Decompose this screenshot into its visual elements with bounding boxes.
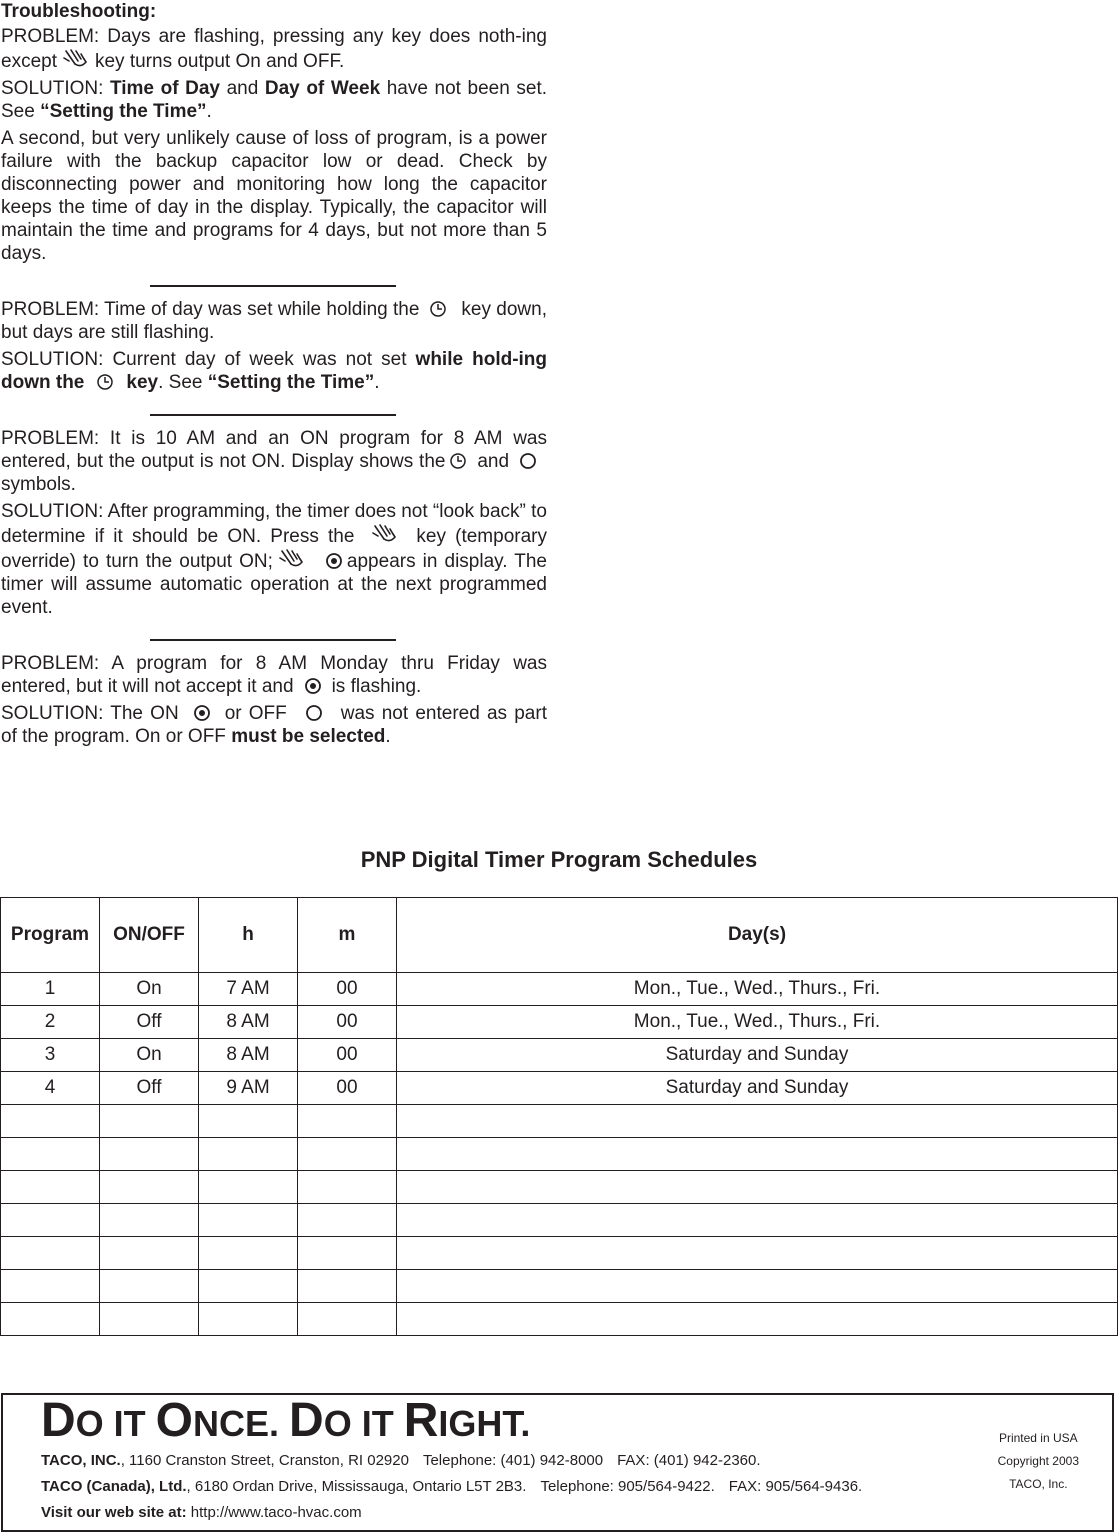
period: . bbox=[385, 726, 391, 747]
schedule-table bbox=[0, 897, 1118, 1336]
off-circle-icon bbox=[519, 452, 537, 470]
solution-1-text: have not been set. See bbox=[1, 78, 548, 122]
solution-1-and: and bbox=[226, 78, 259, 99]
solution-4-bold: must be selected bbox=[231, 726, 386, 747]
loss-of-program-note: A second, but very unlikely cause of loss of program, is a power failure with the backup capacitor low or dead. Check by disconnecting power and monitoring how long the capacitor keeps the time of day in the display. Typically, the capacitor will maintain the time and programs for 4 days, but not more than 5 days. bbox=[1, 128, 547, 264]
table-cell bbox=[397, 1270, 1118, 1303]
taco-us-name: TACO, INC. bbox=[41, 1452, 121, 1469]
problem-1-text: PROBLEM: Days are flashing, pressing any key does noth-ing except bbox=[1, 26, 547, 72]
table-cell: Mon., Tue., Wed., Thurs., Fri. bbox=[397, 973, 1118, 1006]
problem-2-text: PROBLEM: Time of day was set while holding the bbox=[1, 299, 420, 320]
table-cell bbox=[298, 1138, 397, 1171]
website-url[interactable]: http://www.taco-hvac.com bbox=[186, 1504, 362, 1521]
table-cell bbox=[100, 1237, 199, 1270]
table-row bbox=[1, 1039, 1118, 1072]
period: . bbox=[206, 101, 212, 122]
table-row bbox=[1, 973, 1118, 1006]
solution-2-bold: while hold-ing down the bbox=[1, 349, 548, 393]
table-cell bbox=[298, 1171, 397, 1204]
table-cell bbox=[397, 1204, 1118, 1237]
table-cell bbox=[397, 1171, 1118, 1204]
solution-4-text: SOLUTION: The ON bbox=[1, 703, 179, 724]
table-row bbox=[1, 1237, 1118, 1270]
table-cell: Off bbox=[100, 1006, 199, 1039]
table-cell: 3 bbox=[1, 1039, 100, 1072]
clock-icon bbox=[429, 300, 447, 318]
hand-icon bbox=[61, 48, 91, 70]
table-cell: 00 bbox=[298, 1039, 397, 1072]
schedule-title: PNP Digital Timer Program Schedules bbox=[360, 847, 758, 872]
table-cell bbox=[199, 1303, 298, 1336]
slogan-part: O bbox=[155, 1394, 194, 1447]
table-row bbox=[1, 1105, 1118, 1138]
table-cell: 8 AM bbox=[199, 1006, 298, 1039]
table-cell bbox=[397, 1237, 1118, 1270]
table-cell bbox=[100, 1138, 199, 1171]
solution-1 bbox=[1, 77, 547, 123]
table-cell: 00 bbox=[298, 1006, 397, 1039]
website-line bbox=[41, 1504, 362, 1522]
taco-canada-fax: FAX: 905/564-9436. bbox=[728, 1478, 863, 1495]
slogan-part: D bbox=[41, 1394, 76, 1447]
table-cell bbox=[1, 1237, 100, 1270]
table-cell bbox=[1, 1303, 100, 1336]
period: . bbox=[374, 372, 380, 393]
table-cell: 8 AM bbox=[199, 1039, 298, 1072]
slogan-part: NCE. bbox=[193, 1403, 290, 1444]
table-cell bbox=[100, 1105, 199, 1138]
slogan-part: IGHT. bbox=[438, 1403, 531, 1444]
on-circle-icon bbox=[325, 552, 343, 570]
problem-3-symbols: symbols. bbox=[1, 474, 76, 495]
table-cell: Saturday and Sunday bbox=[397, 1039, 1118, 1072]
table-row bbox=[1, 1204, 1118, 1237]
table-cell: Saturday and Sunday bbox=[397, 1072, 1118, 1105]
table-cell bbox=[100, 1204, 199, 1237]
header-hour: h bbox=[199, 898, 298, 973]
table-cell: On bbox=[100, 1039, 199, 1072]
table-cell: 1 bbox=[1, 973, 100, 1006]
solution-3 bbox=[1, 500, 547, 619]
copyright: Copyright 2003 bbox=[997, 1454, 1079, 1468]
table-cell: 00 bbox=[298, 1072, 397, 1105]
slogan-part: O IT bbox=[323, 1403, 404, 1444]
problem-4 bbox=[1, 652, 547, 698]
header-minute: m bbox=[298, 898, 397, 973]
divider bbox=[150, 414, 396, 416]
table-cell bbox=[100, 1270, 199, 1303]
table-cell bbox=[100, 1171, 199, 1204]
solution-2-text: SOLUTION: Current day of week was not set bbox=[1, 349, 407, 370]
schedule-header-row bbox=[1, 898, 1118, 973]
table-row bbox=[1, 1171, 1118, 1204]
divider bbox=[150, 285, 396, 287]
taco-us-telephone: Telephone: (401) 942-8000 bbox=[422, 1452, 604, 1469]
off-circle-icon bbox=[305, 704, 323, 722]
on-circle-icon bbox=[304, 677, 322, 695]
table-cell bbox=[298, 1105, 397, 1138]
problem-3 bbox=[1, 427, 547, 496]
table-cell bbox=[298, 1204, 397, 1237]
problem-3-and: and bbox=[477, 451, 510, 472]
table-cell bbox=[100, 1303, 199, 1336]
solution-3-text-mid: key (temporary override) to turn the output ON; bbox=[1, 526, 547, 572]
taco-us-line bbox=[41, 1452, 761, 1470]
problem-1-text-end: key turns output On and OFF. bbox=[94, 51, 345, 72]
table-cell bbox=[1, 1138, 100, 1171]
table-cell bbox=[298, 1237, 397, 1270]
table-cell bbox=[199, 1171, 298, 1204]
table-cell bbox=[199, 1138, 298, 1171]
table-row bbox=[1, 1138, 1118, 1171]
table-cell: Mon., Tue., Wed., Thurs., Fri. bbox=[397, 1006, 1118, 1039]
taco-canada-name: TACO (Canada), Ltd. bbox=[41, 1478, 187, 1495]
table-cell bbox=[1, 1171, 100, 1204]
table-row bbox=[1, 1270, 1118, 1303]
footer bbox=[1, 1393, 1114, 1532]
on-circle-icon bbox=[193, 704, 211, 722]
clock-icon bbox=[96, 373, 114, 391]
problem-3-text: PROBLEM: It is 10 AM and an ON program for 8 AM was entered, but the output is not ON. Display shows the bbox=[1, 428, 547, 472]
troubleshooting-heading: Troubleshooting: bbox=[1, 1, 157, 22]
print-info bbox=[998, 1427, 1079, 1496]
slogan-part: R bbox=[403, 1394, 439, 1447]
problem-4-text-end: is flashing. bbox=[331, 676, 422, 697]
printed-in: Printed in USA bbox=[998, 1431, 1078, 1445]
solution-4-or-off: or OFF bbox=[224, 703, 287, 724]
header-on-off: ON/OFF bbox=[100, 898, 199, 973]
solution-1-bold-2: Day of Week bbox=[264, 78, 381, 99]
table-cell bbox=[298, 1303, 397, 1336]
table-cell bbox=[199, 1270, 298, 1303]
taco-us-address: , 1160 Cranston Street, Cranston, RI 02920 bbox=[120, 1452, 409, 1469]
schedule-body bbox=[1, 973, 1118, 1336]
problem-1 bbox=[1, 25, 547, 73]
solution-4-text-mid: was not entered as part of the program. On or OFF bbox=[1, 703, 547, 747]
header-days: Day(s) bbox=[397, 898, 1118, 973]
solution-3-text-end: appears in display. The timer will assume automatic operation at the next programmed event. bbox=[1, 551, 547, 618]
table-cell: 00 bbox=[298, 973, 397, 1006]
table-cell: 4 bbox=[1, 1072, 100, 1105]
table-cell: On bbox=[100, 973, 199, 1006]
clock-icon bbox=[449, 452, 467, 470]
solution-2-ref: “Setting the Time” bbox=[207, 372, 375, 393]
solution-1-ref: “Setting the Time” bbox=[40, 101, 207, 122]
table-cell bbox=[397, 1105, 1118, 1138]
hand-icon bbox=[370, 523, 400, 545]
slogan-part: O IT bbox=[75, 1403, 156, 1444]
table-cell: Off bbox=[100, 1072, 199, 1105]
solution-2-key: key bbox=[126, 372, 159, 393]
table-cell bbox=[1, 1204, 100, 1237]
taco-canada-line bbox=[41, 1478, 862, 1496]
table-cell bbox=[1, 1105, 100, 1138]
table-cell bbox=[298, 1270, 397, 1303]
table-row bbox=[1, 1072, 1118, 1105]
slogan bbox=[41, 1394, 531, 1447]
table-cell bbox=[199, 1105, 298, 1138]
website-label: Visit our web site at: bbox=[41, 1504, 187, 1521]
solution-2-see: . See bbox=[158, 372, 203, 393]
solution-3-text: SOLUTION: After programming, the timer does not “look back” to determine if it should be ON. Press the bbox=[1, 501, 547, 547]
hand-icon bbox=[277, 548, 307, 570]
problem-2 bbox=[1, 298, 547, 344]
problem-4-text: PROBLEM: A program for 8 AM Monday thru Friday was entered, but it will not accept it and bbox=[1, 653, 547, 697]
taco-canada-telephone: Telephone: 905/564-9422. bbox=[540, 1478, 715, 1495]
header-program: Program bbox=[1, 898, 100, 973]
troubleshooting-section bbox=[1, 0, 547, 752]
table-cell: 9 AM bbox=[199, 1072, 298, 1105]
table-cell bbox=[397, 1138, 1118, 1171]
table-cell: 7 AM bbox=[199, 973, 298, 1006]
taco-us-fax: FAX: (401) 942-2360. bbox=[617, 1452, 761, 1469]
slogan-part: D bbox=[289, 1394, 324, 1447]
table-row bbox=[1, 1006, 1118, 1039]
solution-4 bbox=[1, 702, 547, 748]
table-cell bbox=[199, 1237, 298, 1270]
table-cell bbox=[199, 1204, 298, 1237]
table-row bbox=[1, 1303, 1118, 1336]
divider bbox=[150, 639, 396, 641]
solution-label: SOLUTION: bbox=[1, 78, 104, 99]
problem-2-text-end: key down, but days are still flashing. bbox=[1, 299, 547, 343]
solution-1-bold: Time of Day bbox=[110, 78, 220, 99]
table-cell bbox=[1, 1270, 100, 1303]
table-cell bbox=[397, 1303, 1118, 1336]
company-name: TACO, Inc. bbox=[1009, 1477, 1068, 1491]
taco-canada-address: , 6180 Ordan Drive, Mississauga, Ontario L5T 2B3. bbox=[186, 1478, 527, 1495]
solution-2 bbox=[1, 348, 547, 394]
table-cell: 2 bbox=[1, 1006, 100, 1039]
